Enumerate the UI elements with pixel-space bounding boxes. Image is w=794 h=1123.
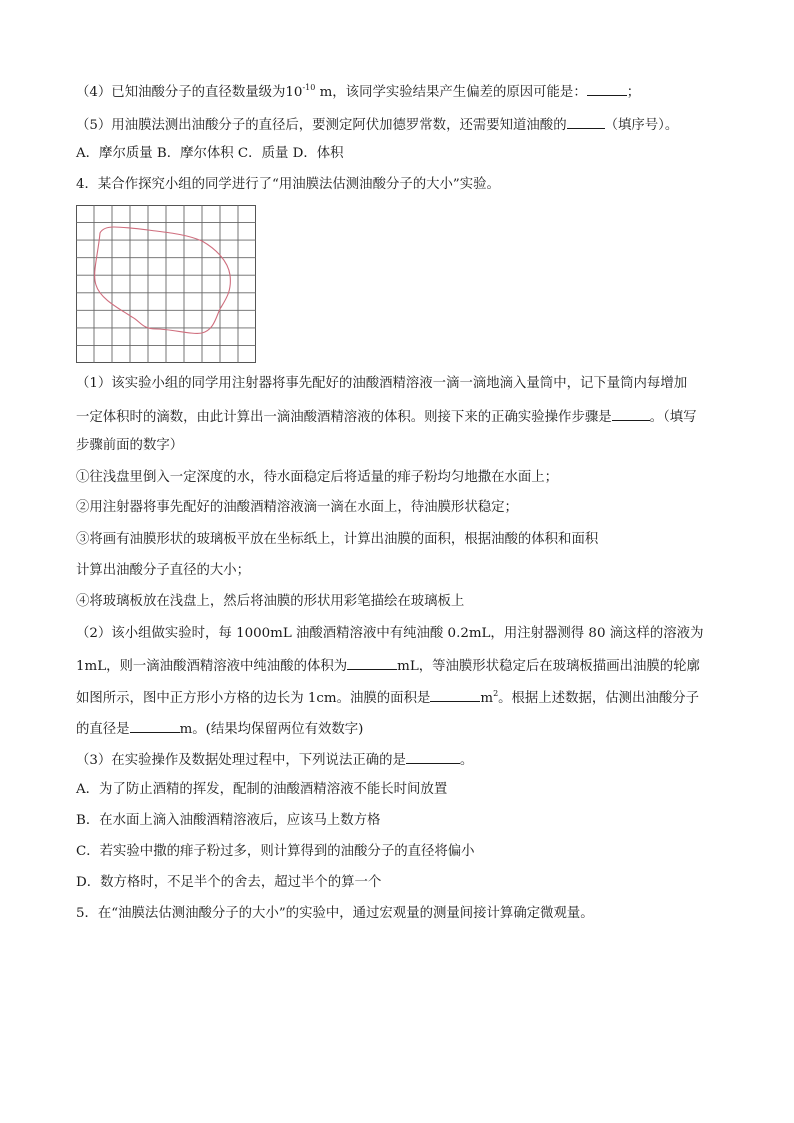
q4-part1-line1: （1）该实验小组的同学用注射器将事先配好的油酸酒精溶液一滴一滴地滴入量筒中，记下量筒内每增加 [76,376,688,391]
step-4: ④将玻璃板放在浅盘上，然后将油膜的形状用彩笔描绘在玻璃板上 [76,594,465,609]
q3-part5-text-2: （填序号）。 [604,118,679,133]
q4-part1-line2 [76,407,697,427]
q3-part5-text: （5）用油膜法测出油酸分子的直径后，要测定阿伏加德罗常数，还需要知道油酸的 [76,118,567,133]
step-3: ③将画有油膜形状的玻璃板平放在坐标纸上，计算出油膜的面积，根据油酸的体积和面积 [76,532,599,547]
q3-part5 [76,115,678,135]
q4-part2-line2 [76,656,700,676]
step-1: ①往浅盘里倒入一定深度的水，待水面稳定后将适量的痱子粉均匀地撒在水面上； [76,470,559,485]
answer-blank[interactable] [347,656,397,670]
answer-blank[interactable] [567,115,605,129]
q4-part2-text-3: 如图所示，图中正方形小方格的边长为 1cm。油膜的面积是 [76,691,431,706]
q4-part2-line3 [76,688,699,708]
option-b: B．在水面上滴入油酸酒精溶液后，应该马上数方格 [76,813,381,828]
q3-part4-unit: m [319,85,333,100]
answer-blank[interactable] [587,82,627,96]
q3-options: A．摩尔质量 B．摩尔体积 C．质量 D．体积 [76,146,344,161]
q4-part2-text-5: 的直径是 [76,722,130,737]
q3-part4-end: ； [626,85,641,100]
q3-part4-base: 10 [285,85,303,100]
q4-part1-text-2: 。（填写 [649,410,697,425]
answer-blank[interactable] [406,750,460,764]
q4-part3-text-2: 。 [459,753,474,768]
q4-part2-line1: （2）该小组做实验时，每 1000mL 油酸酒精溶液中有纯油酸 0.2mL，用注射器测得 80 滴这样的溶液为 [76,626,704,641]
q4-part2-line4 [76,719,363,739]
q4-part2-text-6: m。(结果均保留两位有效数字) [179,722,364,737]
q3-part4 [76,82,640,102]
q4-part3-text: （3）在实验操作及数据处理过程中，下列说法正确的是 [76,753,406,768]
q4-part2-exponent: 2 [493,689,499,698]
q4-part1-text: 一定体积时的滴数，由此计算出一滴油酸酒精溶液的体积。则接下来的正确实验操作步骤是 [76,410,612,425]
answer-blank[interactable] [430,688,480,702]
q5-title: 5．在“油膜法估测油酸分子的大小”的实验中，通过宏观量的测量间接计算确定微观量。 [76,906,594,921]
answer-blank[interactable] [612,407,650,421]
q4-part3 [76,750,473,770]
q3-part4-exponent: -10 [302,83,316,92]
q4-part2-text: 1mL，则一滴油酸酒精溶液中纯油酸的体积为 [76,659,348,674]
q4-part2-text-2: mL，等油膜形状稳定后在玻璃板描画出油膜的轮廓 [397,659,700,674]
q4-part1-line3: 步骤前面的数字） [76,438,184,453]
oil-film-grid-svg [76,205,256,363]
q4-part2-text-4: 。根据上述数据，估测出油酸分子 [498,691,700,706]
q4-part2-unit: m [480,691,494,706]
option-c: C．若实验中撒的痱子粉过多，则计算得到的油酸分子的直径将偏小 [76,844,475,859]
q3-part4-text-2: ，该同学实验结果产生偏差的原因可能是： [332,85,587,100]
option-d: D．数方格时，不足半个的舍去，超过半个的算一个 [76,875,382,890]
step-3-continued: 计算出油酸分子直径的大小； [76,563,251,578]
step-2: ②用注射器将事先配好的油酸酒精溶液滴一滴在水面上，待油膜形状稳定； [76,500,518,515]
option-a: A．为了防止酒精的挥发，配制的油酸酒精溶液不能长时间放置 [76,782,448,797]
q4-title: 4．某合作探究小组的同学进行了“用油膜法估测油酸分子的大小”实验。 [76,177,500,192]
answer-blank[interactable] [130,719,180,733]
q3-part4-text: （4）已知油酸分子的直径数量级为 [76,85,286,100]
oil-film-figure [76,205,256,363]
